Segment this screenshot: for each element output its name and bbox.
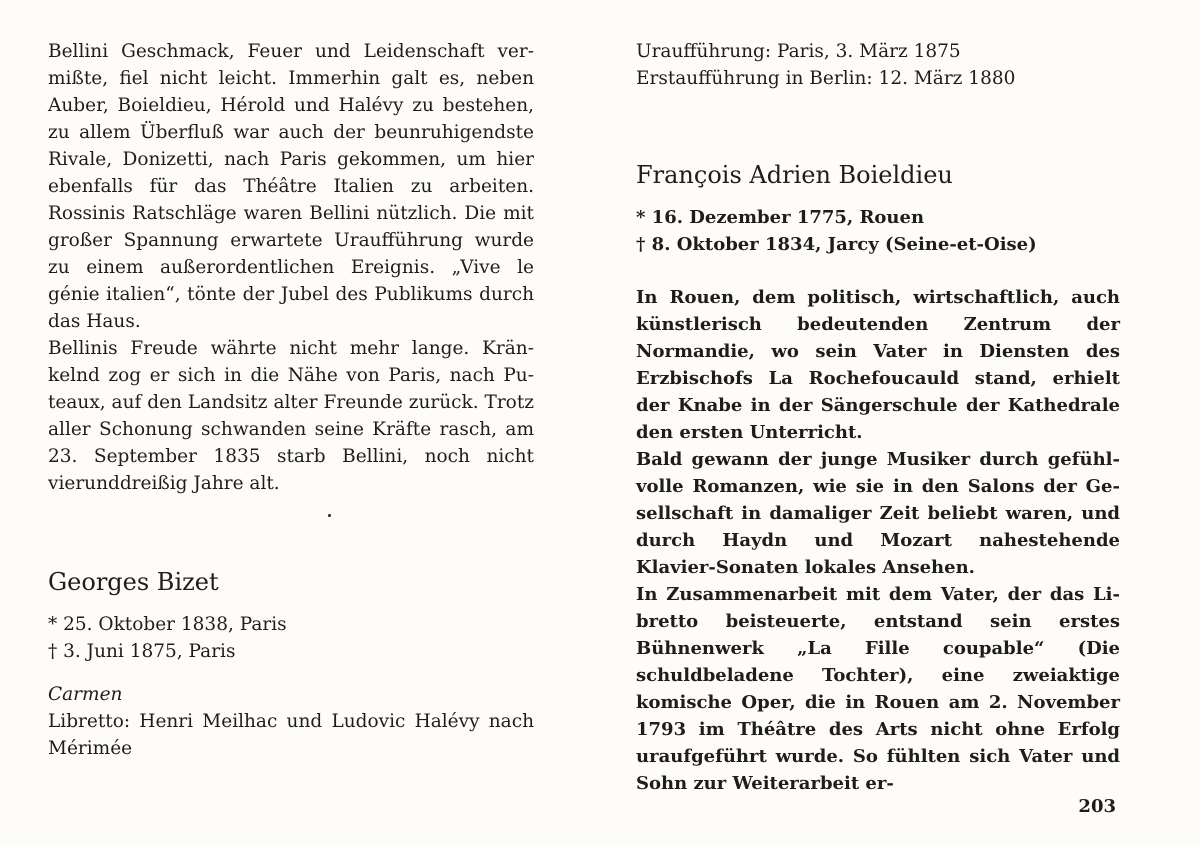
bellini-paragraph-1: Bellini Geschmack, Feuer und Leidenschaft vermißte, fiel nicht leicht. Immerhin galt es, neben Auber, Boieldieu, Hérold und Halévy zu bestehen, zu allem Überfluß war auch der beunruhigendste Rivale, Donizetti, nach Paris gekommen, um hier ebenfalls für das Théâtre Italien zu arbeiten. Rossinis Ratschläge waren Bellini nützlich. Die mit großer Spannung erwartete Uraufführung wurde zu einem außerordentlichen Ereignis. „Vive le génie italien“, tönte der Jubel des Publikums durch das Haus.: [48, 41, 534, 332]
boieldieu-paragraph-1: In Rouen, dem politisch, wirtschaftlich, auch künstlerisch bedeutenden Zentrum der Normandie, wo sein Vater in Diensten des Erzbischofs La Rochefoucauld stand, erhielt der Knabe in der Sängerschule der Kathedrale den ersten Unterricht.: [636, 287, 1120, 443]
boieldieu-paragraph-3: In Zusammenarbeit mit dem Vater, der das Libretto beisteuerte, entstand sein erstes Bühnenwerk „La Fille coupable“ (Die schuldbeladene Tochter), eine zweiaktige komische Oper, die in Rouen am 2. November 1793 im Théâtre des Arts nicht ohne Erfolg uraufgeführt wurde. So fühlten sich Vater und Sohn zur Weiterarbeit er-: [636, 584, 1120, 794]
carmen-entry: [48, 681, 534, 762]
left-column: [48, 38, 534, 762]
page-number: 203: [1078, 796, 1116, 817]
boieldieu-heading: François Adrien Boieldieu: [636, 161, 953, 189]
bizet-born: * 25. Oktober 1838, Paris: [48, 614, 287, 635]
bizet-died: † 3. Juni 1875, Paris: [48, 641, 236, 662]
carmen-premiere-info: [636, 38, 1120, 92]
bizet-section: [48, 567, 534, 762]
boieldieu-paragraph-2: Bald gewann der junge Musiker durch gefühlvolle Romanzen, wie sie in den Salons der Gesellschaft in damaliger Zeit beliebt waren, und durch Haydn und Mozart nahestehende Klavier-Sonaten lokales Ansehen.: [636, 449, 1120, 578]
boieldieu-biography: [636, 284, 1120, 797]
bellini-paragraph-2: Bellinis Freude währte nicht mehr lange. Kränkelnd zog er sich in die Nähe von Paris, nach Puteaux, auf den Landsitz alter Freunde zurück. Trotz aller Schonung schwanden seine Kräfte rasch, am 23. September 1835 starb Bellini, noch nicht vierunddreißig Jahre alt.: [48, 338, 534, 494]
boieldieu-section: [636, 160, 1120, 797]
stray-dot: [328, 514, 331, 517]
boieldieu-life-dates: [636, 204, 1120, 258]
bizet-heading: Georges Bizet: [48, 568, 219, 596]
opera-title-carmen: Carmen: [48, 684, 123, 705]
boieldieu-died: † 8. Oktober 1834, Jarcy (Seine-et-Oise): [636, 234, 1037, 255]
premiere-paris: Uraufführung: Paris, 3. März 1875: [636, 41, 961, 62]
premiere-berlin: Erstaufführung in Berlin: 12. März 1880: [636, 68, 1016, 89]
boieldieu-born: * 16. Dezember 1775, Rouen: [636, 207, 925, 228]
right-column: [636, 38, 1120, 797]
carmen-libretto: Libretto: Henri Meilhac und Ludovic Halévy nach Mérimée: [48, 711, 534, 759]
bizet-life-dates: [48, 611, 534, 665]
